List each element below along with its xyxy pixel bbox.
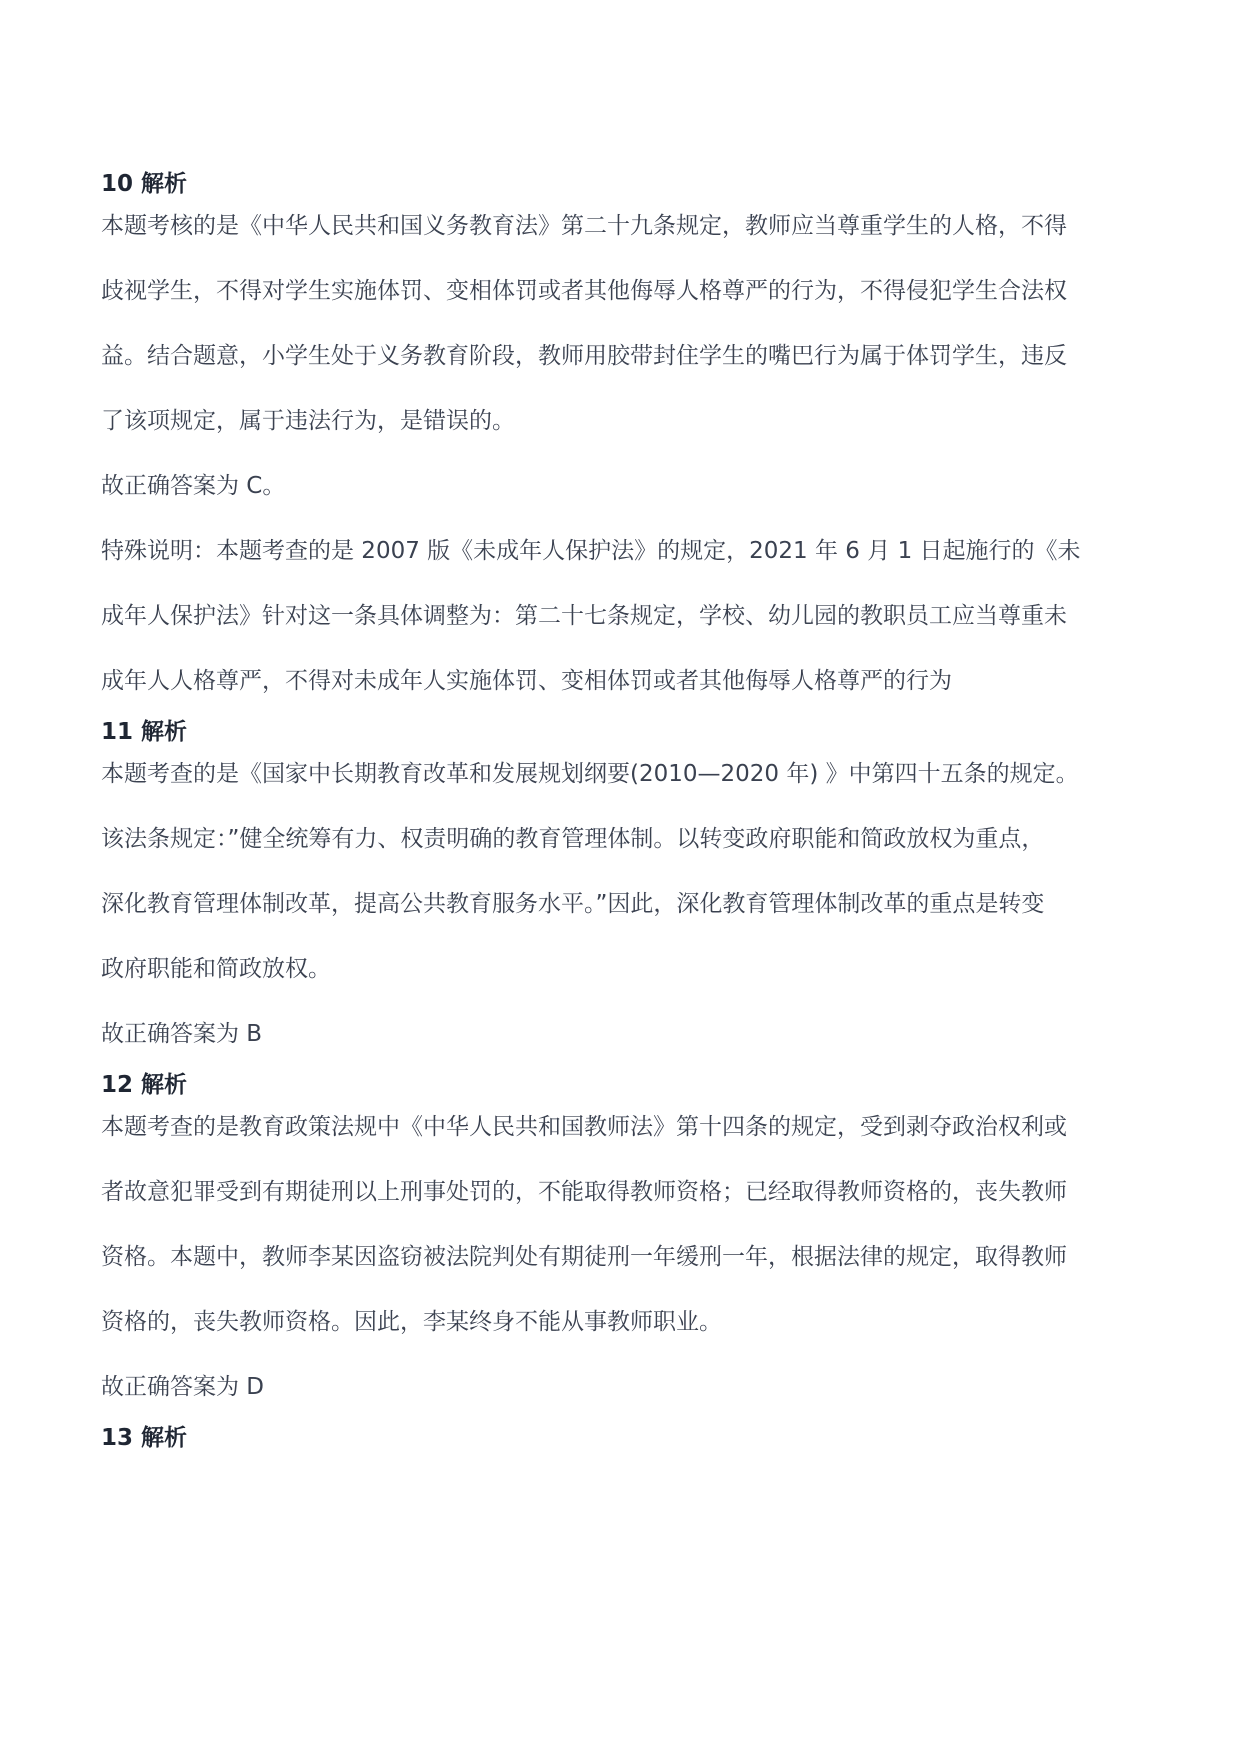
document-page — [101, 168, 1151, 1454]
section-11 — [101, 716, 1151, 1067]
text-line: 特殊说明：本题考查的是 2007 版《未成年人保护法》的规定，2021 年 6 月 1 日起施行的《未 — [101, 538, 1081, 564]
section-heading: 11 解析 — [101, 719, 188, 745]
explanation-paragraph — [101, 194, 1151, 454]
section-10 — [101, 168, 1151, 714]
answer-line: 故正确答案为 D — [101, 1374, 265, 1400]
text-line: 资格的，丧失教师资格。因此，李某终身不能从事教师职业。 — [101, 1309, 722, 1335]
text-line: 益。结合题意，小学生处于义务教育阶段，教师用胶带封住学生的嘴巴行为属于体罚学生，违反 — [101, 343, 1067, 369]
text-line: 政府职能和简政放权。 — [101, 956, 331, 982]
text-line: 该法条规定：”健全统筹有力、权责明确的教育管理体制。以转变政府职能和简政放权为重点， — [101, 826, 1045, 852]
text-line: 了该项规定，属于违法行为，是错误的。 — [101, 408, 515, 434]
section-heading: 12 解析 — [101, 1072, 188, 1098]
text-line: 成年人人格尊严，不得对未成年人实施体罚、变相体罚或者其他侮辱人格尊严的行为 — [101, 668, 952, 694]
section-heading: 13 解析 — [101, 1425, 188, 1451]
answer-line: 故正确答案为 B — [101, 1021, 263, 1047]
section-12 — [101, 1069, 1151, 1420]
text-line: 本题考查的是教育政策法规中《中华人民共和国教师法》第十四条的规定，受到剥夺政治权利或 — [101, 1114, 1067, 1140]
text-line: 资格。本题中，教师李某因盗窃被法院判处有期徒刑一年缓刑一年，根据法律的规定，取得教师 — [101, 1244, 1067, 1270]
special-note-paragraph — [101, 519, 1151, 714]
section-heading: 10 解析 — [101, 171, 188, 197]
text-line: 本题考核的是《中华人民共和国义务教育法》第二十九条规定，教师应当尊重学生的人格，不得 — [101, 213, 1067, 239]
answer-line: 故正确答案为 C。 — [101, 473, 286, 499]
text-line: 歧视学生，不得对学生实施体罚、变相体罚或者其他侮辱人格尊严的行为，不得侵犯学生合法权 — [101, 278, 1067, 304]
section-13 — [101, 1422, 1151, 1454]
explanation-paragraph — [101, 1095, 1151, 1355]
text-line: 者故意犯罪受到有期徒刑以上刑事处罚的，不能取得教师资格；已经取得教师资格的，丧失教师 — [101, 1179, 1067, 1205]
text-line: 成年人保护法》针对这一条具体调整为：第二十七条规定，学校、幼儿园的教职员工应当尊重未 — [101, 603, 1067, 629]
text-line: 本题考查的是《国家中长期教育改革和发展规划纲要(2010—2020 年) 》中第四十五条的规定。 — [101, 761, 1079, 787]
text-line: 深化教育管理体制改革，提高公共教育服务水平。”因此，深化教育管理体制改革的重点是转变 — [101, 891, 1045, 917]
explanation-paragraph — [101, 742, 1151, 1002]
